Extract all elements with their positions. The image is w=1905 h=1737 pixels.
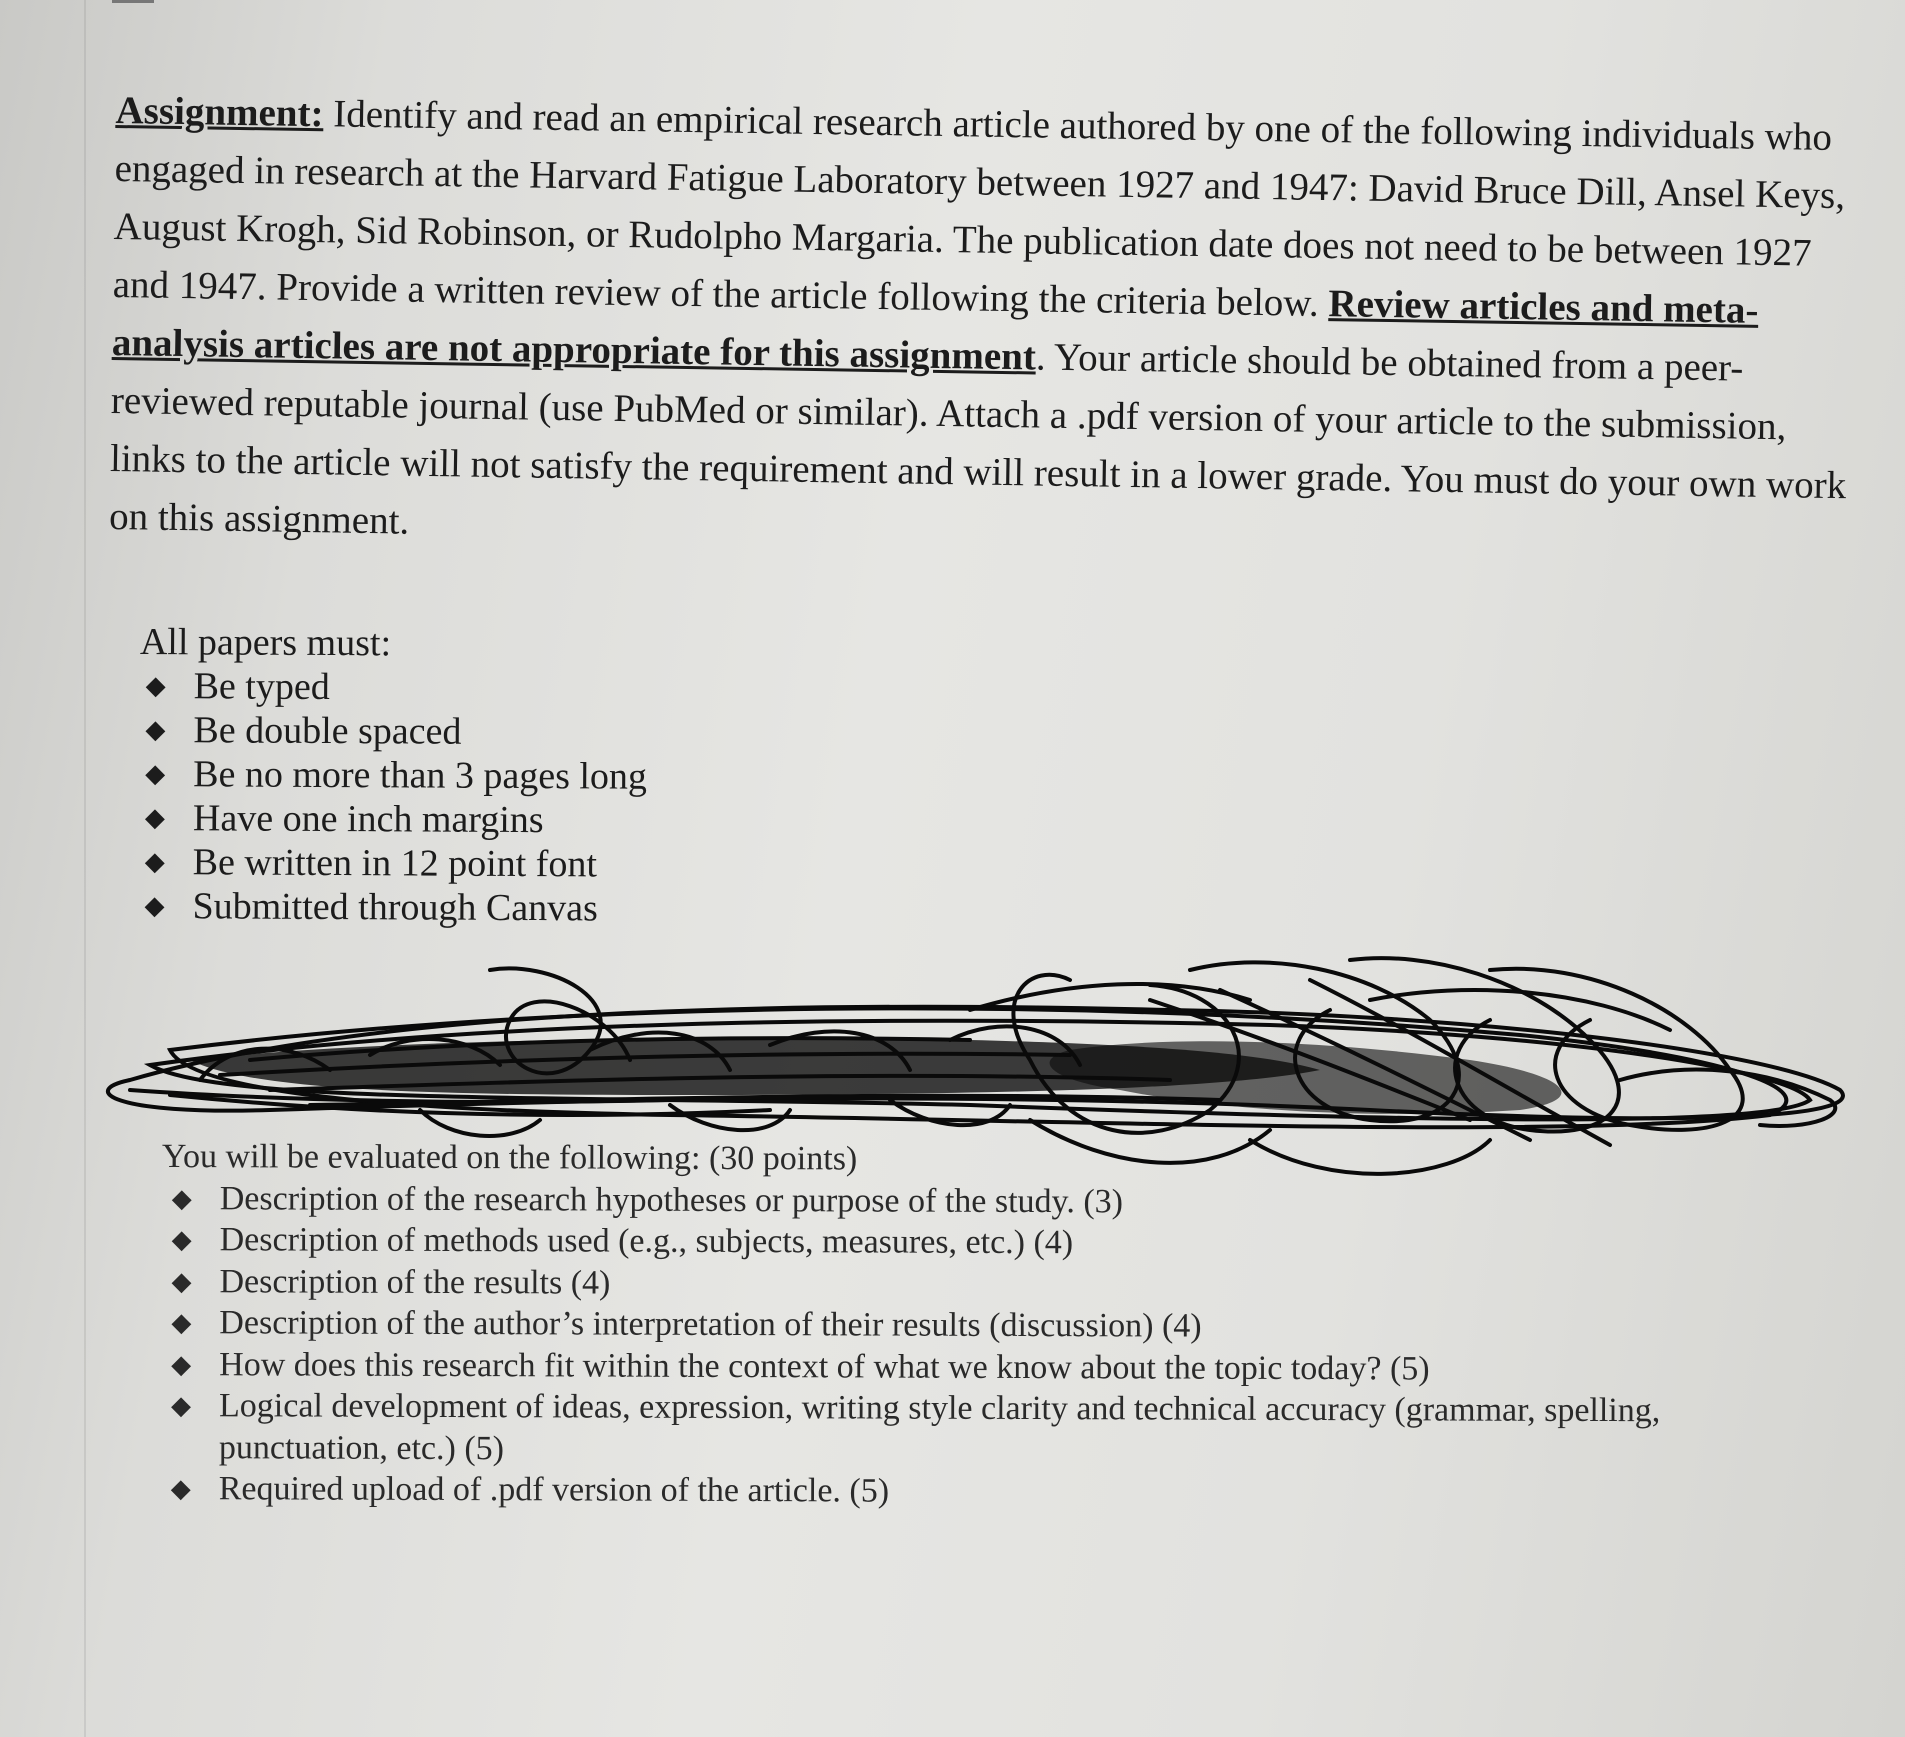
assignment-text-1: Identify and read an empirical research article authored by one of the following individuals who <box>323 92 1833 159</box>
diamond-bullet-icon: ◆ <box>171 1349 192 1379</box>
diamond-bullet-icon: ◆ <box>145 671 166 701</box>
list-item-text: Description of the author’s interpretation of their results (discussion) (4) <box>219 1304 1202 1345</box>
assignment-line-3: August Krogh, Sid Robinson, or Rudolpho Margaria. The publication date does not need to be between 1927 <box>113 204 1812 275</box>
page-left-edge <box>84 0 86 1737</box>
list-item <box>162 1177 1720 1224</box>
review-warning-part-2: analysis articles are not appropriate for this assignment <box>111 320 1037 379</box>
list-item-text: How does this research fit within the context of what we know about the topic today? (5) <box>219 1345 1430 1387</box>
diamond-bullet-icon: ◆ <box>145 759 166 789</box>
list-item <box>161 1302 1719 1349</box>
diamond-bullet-icon: ◆ <box>144 891 165 921</box>
list-item <box>161 1260 1719 1307</box>
list-item-text: Required upload of .pdf version of the article. (5) <box>218 1470 890 1510</box>
list-item <box>161 1343 1719 1390</box>
list-item-text: Description of the research hypotheses or purpose of the study. (3) <box>219 1179 1124 1220</box>
list-item-text: Description of methods used (e.g., subjects, measures, etc.) (4) <box>219 1221 1074 1262</box>
list-item-text: Have one inch margins <box>192 797 544 842</box>
diamond-bullet-icon: ◆ <box>144 803 166 833</box>
diamond-bullet-icon: ◆ <box>171 1183 192 1213</box>
diamond-bullet-icon: ◆ <box>171 1391 192 1421</box>
diamond-bullet-icon: ◆ <box>171 1225 192 1255</box>
list-item <box>161 1468 1719 1515</box>
list-item-text: Submitted through Canvas <box>192 885 598 930</box>
diamond-bullet-icon: ◆ <box>171 1308 192 1338</box>
list-item <box>134 884 646 931</box>
list-item-text: Description of the results (4) <box>219 1262 611 1302</box>
assignment-line-8: on this assignment. <box>108 494 410 543</box>
assignment-text-5: . Your article should be obtained from a peer- <box>1035 335 1744 390</box>
assignment-line-6: reviewed reputable journal (use PubMed or similar). Attach a .pdf version of your article to the submission, <box>110 378 1787 449</box>
list-item-text: Be typed <box>193 665 330 709</box>
list-item <box>135 796 647 843</box>
list-item <box>136 664 648 711</box>
list-item <box>135 840 647 887</box>
diamond-bullet-icon: ◆ <box>145 715 166 745</box>
list-item-text: Be written in 12 point font <box>192 841 598 886</box>
requirements-heading: All papers must: <box>139 621 392 665</box>
diamond-bullet-icon: ◆ <box>171 1266 192 1296</box>
criteria-list <box>161 1136 1720 1515</box>
list-item <box>161 1385 1719 1473</box>
diamond-bullet-icon: ◆ <box>144 847 165 877</box>
list-item <box>135 708 647 755</box>
list-item-text: Be no more than 3 pages long <box>193 753 648 798</box>
assignment-line-2: engaged in research at the Harvard Fatigue Laboratory between 1927 and 1947: David Bruce Dill, Ansel Keys, <box>114 146 1846 218</box>
assignment-label: Assignment: <box>115 88 324 136</box>
list-item <box>162 1219 1720 1266</box>
assignment-paragraph <box>108 82 1847 573</box>
assignment-text-4: and 1947. Provide a written review of the article following the criteria below. <box>112 262 1329 326</box>
review-warning-part-1: Review articles and meta- <box>1328 282 1759 332</box>
top-edge-mark <box>112 0 154 3</box>
diamond-bullet-icon: ◆ <box>170 1474 191 1504</box>
assignment-line-7: links to the article will not satisfy the requirement and will result in a lower grade. You must do your own work <box>109 436 1847 508</box>
list-item <box>135 752 647 799</box>
list-item-text: Logical development of ideas, expression, writing style clarity and technical accuracy (grammar, spelling, punctuation, etc.) (5) <box>218 1387 1661 1467</box>
requirements-list <box>134 620 647 931</box>
criteria-heading: You will be evaluated on the following: (30 points) <box>161 1138 858 1178</box>
list-item-text: Be double spaced <box>193 709 462 753</box>
